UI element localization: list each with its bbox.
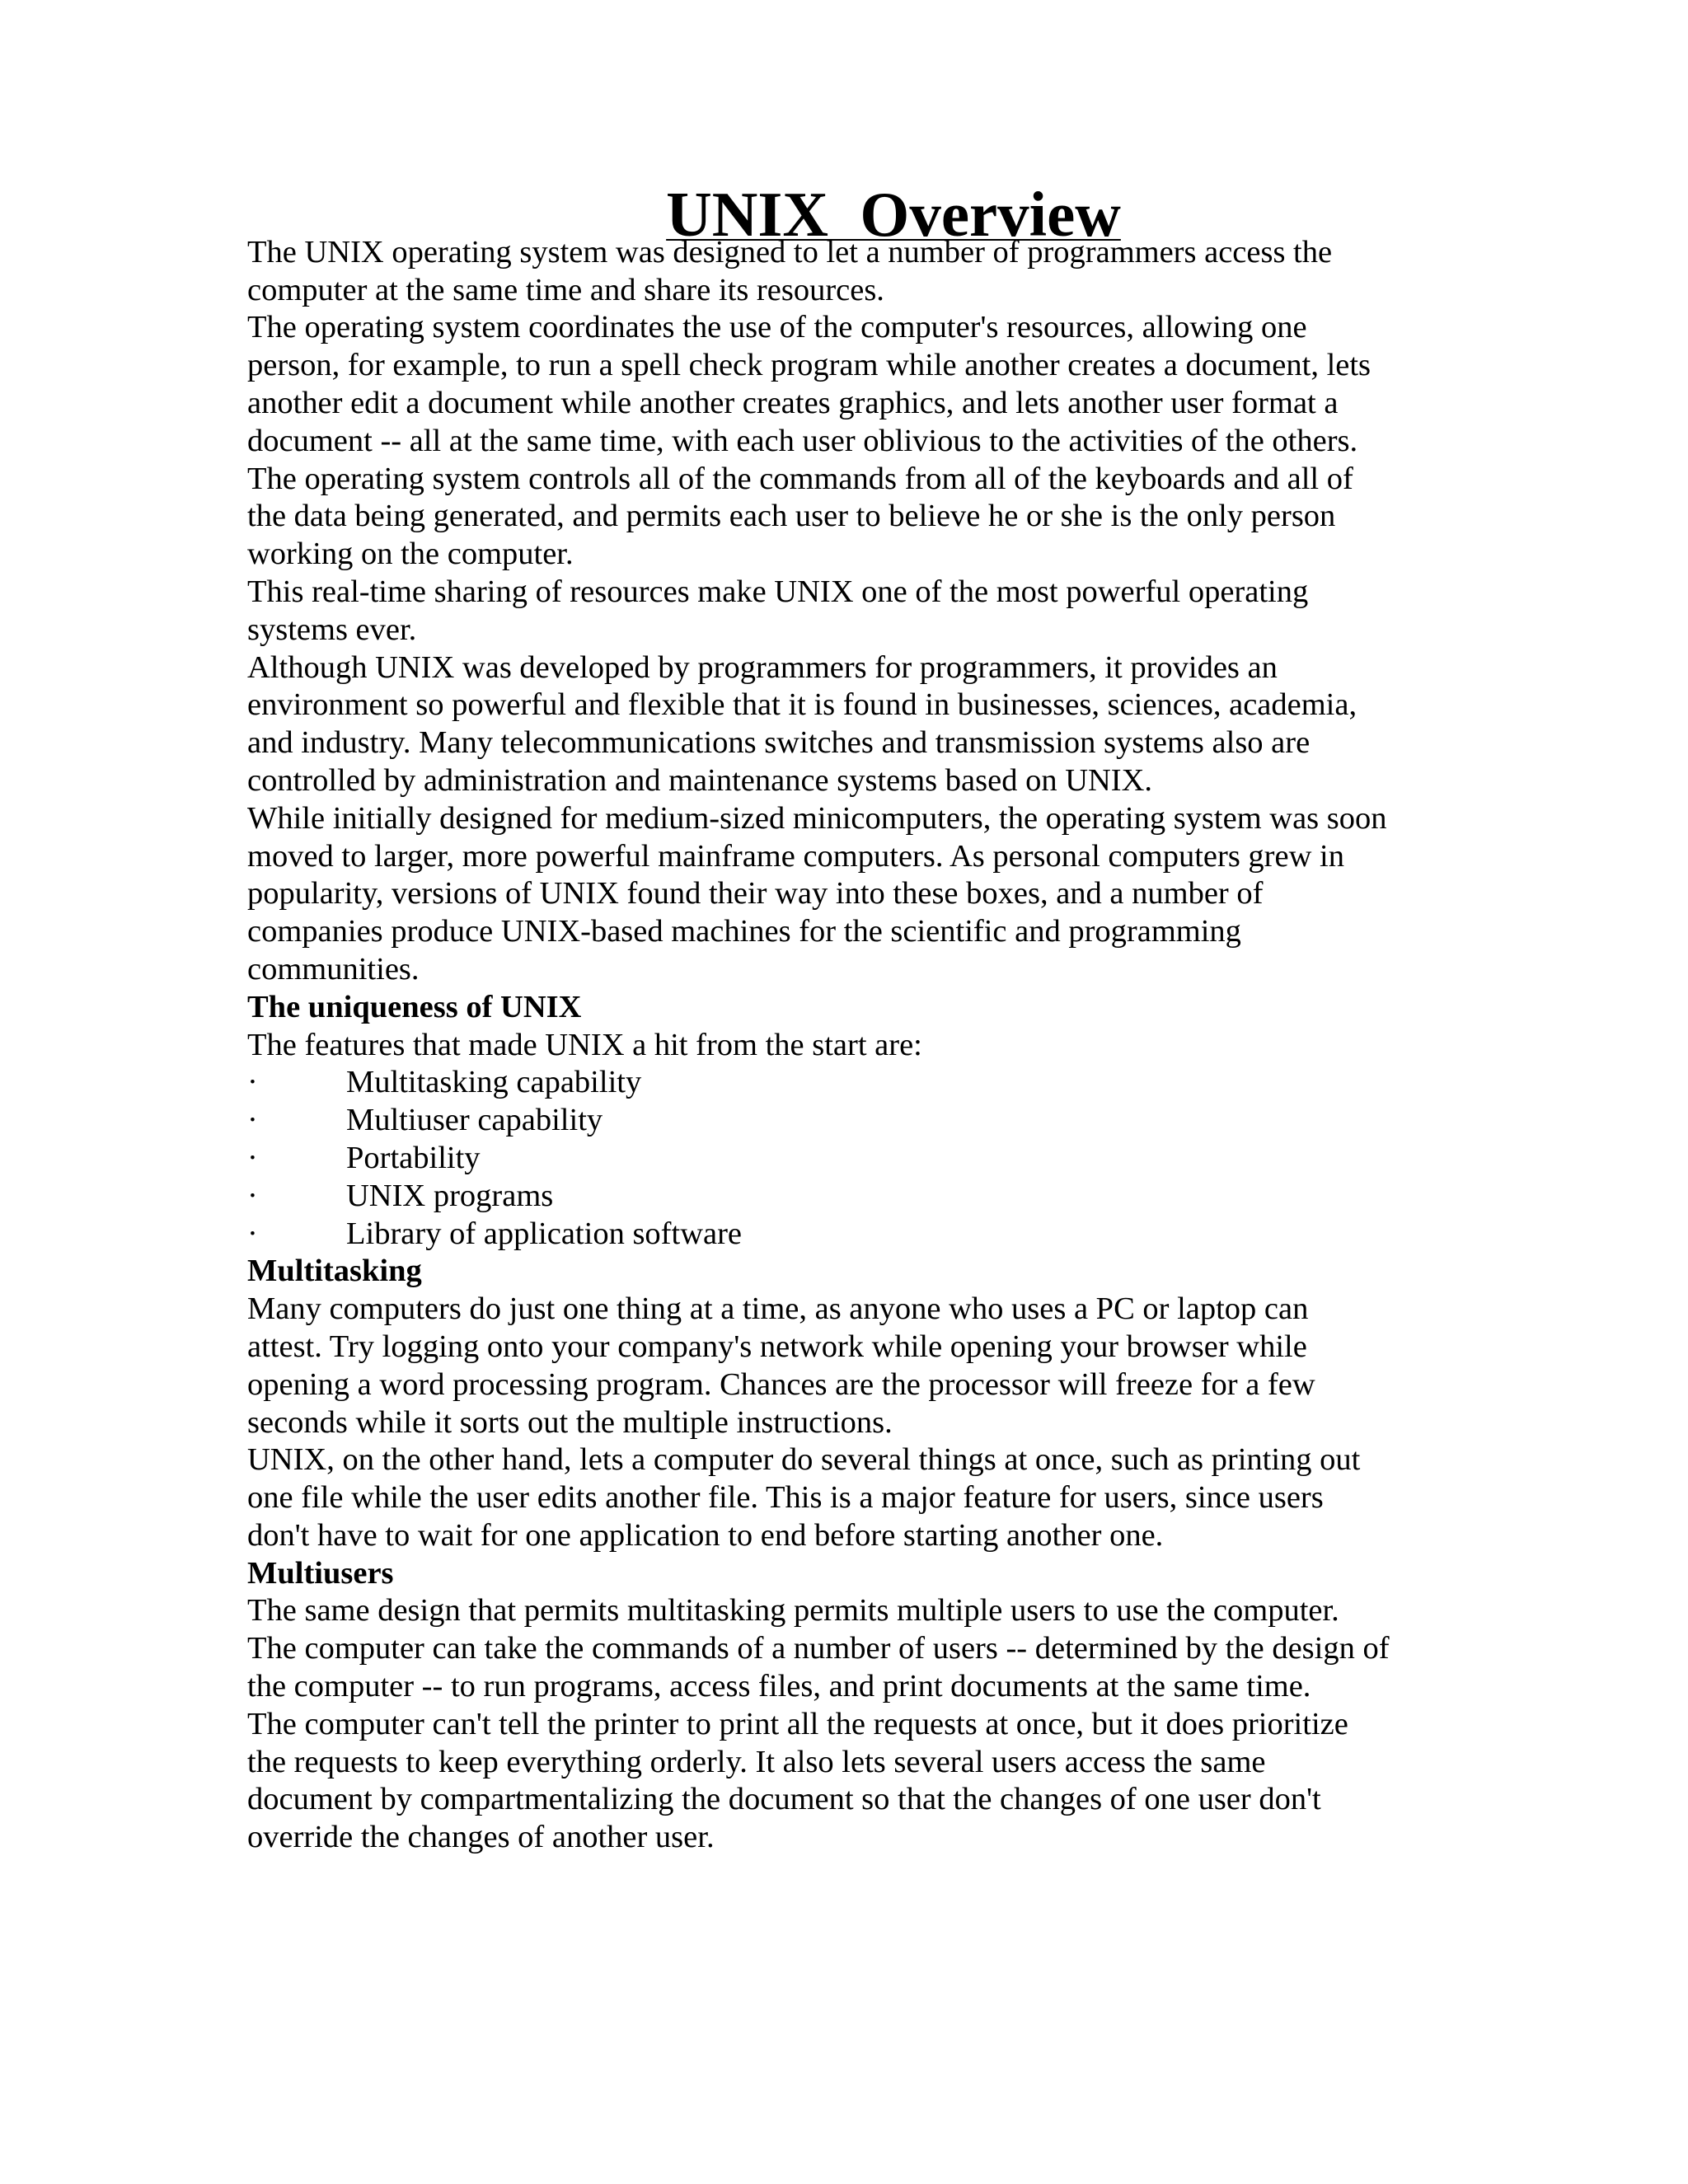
text-line: popularity, versions of UNIX found their way into these boxes, and a number of: [247, 876, 1264, 912]
list-item-label: Multiuser capability: [346, 1103, 603, 1138]
text-line: This real-time sharing of resources make UNIX one of the most powerful operating: [247, 574, 1309, 609]
body-paragraph: [247, 1706, 1442, 1857]
text-line: attest. Try logging onto your company's network while opening your browser while: [247, 1329, 1307, 1364]
list-item: [247, 1216, 1442, 1254]
text-line: person, for example, to run a spell check program while another creates a document, lets: [247, 348, 1372, 383]
text-line: The UNIX operating system was designed to let a number of programmers access the: [247, 234, 1333, 269]
text-line: seconds while it sorts out the multiple instructions.: [247, 1404, 893, 1440]
text-line: environment so powerful and flexible that it is found in businesses, sciences, academia,: [247, 687, 1357, 723]
text-line: don't have to wait for one application to end before starting another one.: [247, 1517, 1164, 1553]
text-line: computer at the same time and share its resources.: [247, 272, 884, 307]
intro-paragraph: [247, 649, 1442, 800]
bullet-icon: ·: [247, 1065, 258, 1100]
text-line: the data being generated, and permits each user to believe he or she is the only person: [247, 499, 1336, 534]
list-item-label: UNIX programs: [346, 1178, 554, 1213]
list-item: [247, 1140, 1442, 1178]
bullet-icon: ·: [247, 1178, 258, 1213]
text-line: opening a word processing program. Chances are the processor will freeze for a few: [247, 1366, 1315, 1402]
text-line: The operating system controls all of the commands from all of the keyboards and all of: [247, 461, 1353, 496]
section-heading-multitasking: Multitasking: [247, 1254, 422, 1289]
text-line: working on the computer.: [247, 537, 574, 572]
body-paragraph: [247, 1291, 1442, 1441]
bullet-icon: ·: [247, 1216, 258, 1251]
text-line: The computer can take the commands of a number of users -- determined by the design of: [247, 1631, 1390, 1666]
text-line: controlled by administration and maintenance systems based on UNIX.: [247, 762, 1153, 798]
body-paragraph: [247, 1441, 1442, 1554]
intro-paragraph: [247, 461, 1442, 574]
list-item: [247, 1102, 1442, 1140]
body-paragraph: [247, 1592, 1442, 1705]
bullet-icon: ·: [247, 1103, 258, 1138]
section-heading-multiusers: Multiusers: [247, 1555, 394, 1591]
intro-paragraph: [247, 234, 1442, 310]
text-line: and industry. Many telecommunications switches and transmission systems also are: [247, 725, 1311, 761]
intro-paragraph: [247, 574, 1442, 649]
page-title: UNIX Overview: [666, 179, 1121, 250]
text-line: document -- all at the same time, with each user oblivious to the activities of the others.: [247, 423, 1358, 458]
text-line: The features that made UNIX a hit from the start are:: [247, 1027, 922, 1062]
feature-list: [247, 1064, 1442, 1253]
text-line: communities.: [247, 951, 420, 987]
text-line: the computer -- to run programs, access files, and print documents at the same time.: [247, 1669, 1311, 1704]
text-line: document by compartmentalizing the document so that the changes of one user don't: [247, 1782, 1321, 1817]
intro-paragraph: [247, 309, 1442, 460]
text-line: Many computers do just one thing at a time, as anyone who uses a PC or laptop can: [247, 1291, 1309, 1327]
list-item-label: Multitasking capability: [346, 1065, 642, 1100]
list-item-label: Portability: [346, 1140, 481, 1175]
list-item-label: Library of application software: [346, 1216, 742, 1251]
list-item: [247, 1064, 1442, 1102]
text-line: override the changes of another user.: [247, 1820, 715, 1855]
bullet-icon: ·: [247, 1140, 258, 1175]
document-body: [247, 179, 1442, 1857]
text-line: The same design that permits multitasking permits multiple users to use the computer.: [247, 1593, 1339, 1629]
text-line: the requests to keep everything orderly. It also lets several users access the same: [247, 1744, 1266, 1779]
text-line: The operating system coordinates the use of the computer's resources, allowing one: [247, 310, 1307, 345]
text-line: systems ever.: [247, 612, 417, 647]
text-line: UNIX, on the other hand, lets a computer do several things at once, such as printing out: [247, 1442, 1361, 1478]
text-line: The computer can't tell the printer to print all the requests at once, but it does prioritize: [247, 1706, 1348, 1741]
section-heading-uniqueness: The uniqueness of UNIX: [247, 989, 582, 1024]
list-item: [247, 1178, 1442, 1216]
intro-paragraph: [247, 800, 1442, 989]
text-line: moved to larger, more powerful mainframe computers. As personal computers grew in: [247, 838, 1344, 874]
text-line: companies produce UNIX-based machines for the scientific and programming: [247, 914, 1241, 949]
text-line: one file while the user edits another file. This is a major feature for users, since users: [247, 1480, 1324, 1516]
text-line: another edit a document while another creates graphics, and lets another user format a: [247, 385, 1339, 420]
text-line: Although UNIX was developed by programmers for programmers, it provides an: [247, 649, 1278, 685]
text-line: While initially designed for medium-sized minicomputers, the operating system was soon: [247, 800, 1387, 836]
